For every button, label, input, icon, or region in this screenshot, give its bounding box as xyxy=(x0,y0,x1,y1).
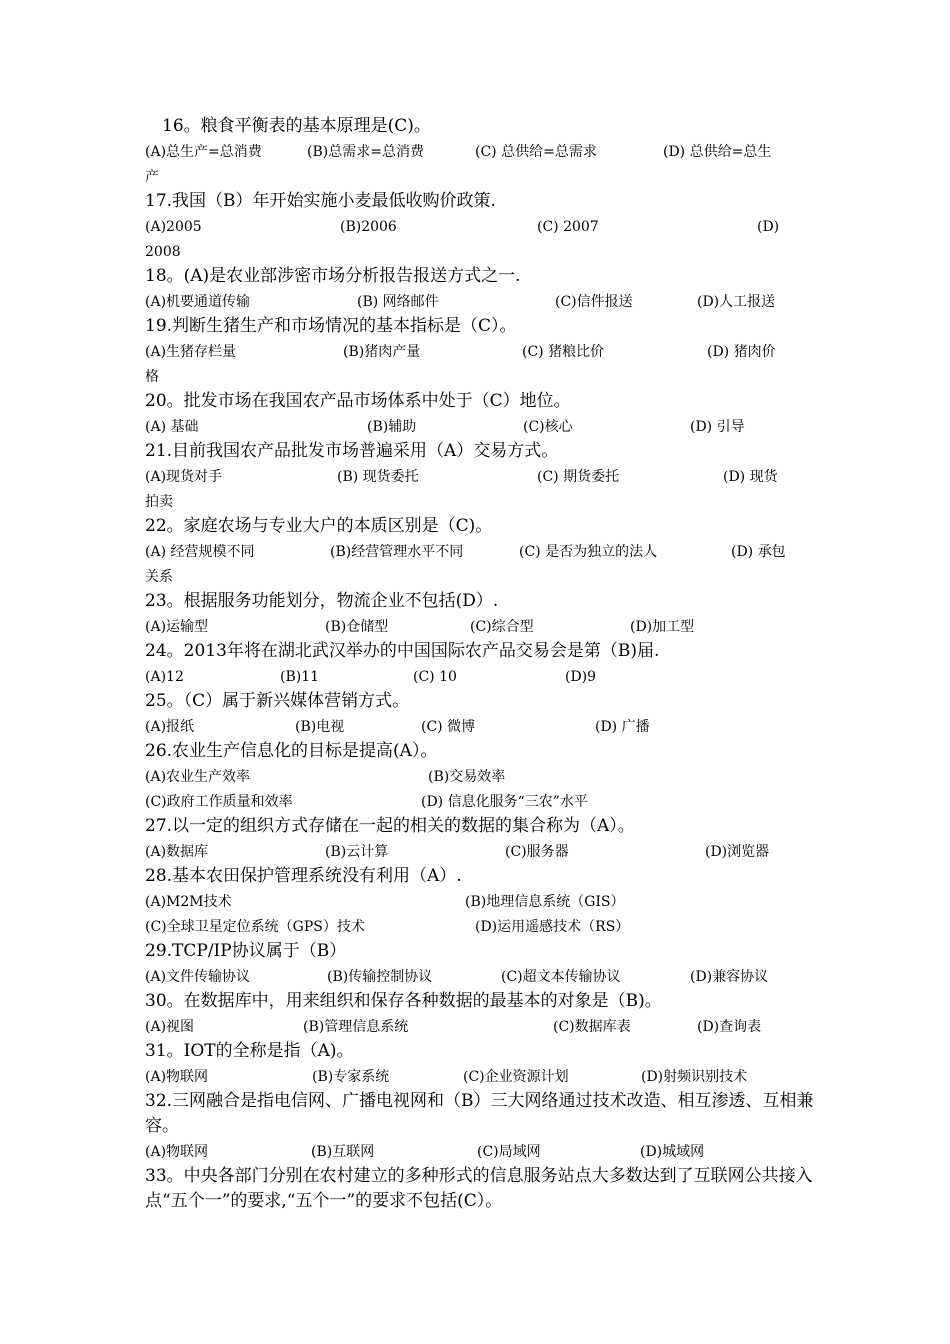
option: (D)城域网 xyxy=(640,1144,705,1160)
option: (B)2006 xyxy=(340,219,397,235)
option: (D)查询表 xyxy=(697,1019,762,1035)
option: (A)物联网 xyxy=(145,1144,209,1160)
option: (C) 总供给=总需求 xyxy=(475,144,597,160)
option: (A)机要通道传输 xyxy=(145,294,251,310)
option: (C) 是否为独立的法人 xyxy=(519,544,658,560)
option-wrap: 拍卖 xyxy=(145,494,173,510)
option: (C)服务器 xyxy=(505,844,569,860)
question-31: 31。IOT的全称是指（A)。 xyxy=(145,1041,354,1061)
option: (D) 信息化服务“三农”水平 xyxy=(421,794,588,810)
option: (A)物联网 xyxy=(145,1069,209,1085)
option: (C) 期货委托 xyxy=(537,469,620,485)
option: (C)综合型 xyxy=(470,619,534,635)
option: (D)9 xyxy=(565,669,597,685)
question-20: 20。批发市场在我国农产品市场体系中处于（C）地位。 xyxy=(145,391,571,411)
question-21: 21.目前我国农产品批发市场普遍采用（A）交易方式。 xyxy=(145,441,559,461)
question-30: 30。在数据库中，用来组织和保存各种数据的最基本的对象是（B)。 xyxy=(145,991,662,1011)
option: (B)经营管理水平不同 xyxy=(330,544,464,560)
option: (A)视图 xyxy=(145,1019,195,1035)
option-wrap: 2008 xyxy=(145,244,181,260)
option: (C)企业资源计划 xyxy=(463,1069,569,1085)
option: (A)12 xyxy=(145,669,184,685)
question-22: 22。家庭农场与专业大户的本质区别是（C)。 xyxy=(145,516,493,536)
question-27: 27.以一定的组织方式存储在一起的相关的数据的集合称为（A）。 xyxy=(145,816,635,836)
option: (B)云计算 xyxy=(325,844,389,860)
question-26: 26.农业生产信息化的目标是提高(A）。 xyxy=(145,741,438,761)
option: (D) 广播 xyxy=(595,719,650,735)
option: (D)加工型 xyxy=(630,619,695,635)
option: (A)运输型 xyxy=(145,619,209,635)
option: (D)浏览器 xyxy=(705,844,770,860)
option: (A)文件传输协议 xyxy=(145,969,251,985)
question-25: 25。（C）属于新兴媒体营销方式。 xyxy=(145,691,410,711)
option: (D)人工报送 xyxy=(697,294,776,310)
question-32: 32.三网融合是指电信网、广播电视网和（B）三大网络通过技术改造、相互渗透、互相兼容。 xyxy=(145,1091,814,1136)
option: (A) 经营规模不同 xyxy=(145,544,255,560)
option: (A)农业生产效率 xyxy=(145,769,251,785)
option: (B)仓储型 xyxy=(325,619,389,635)
option: (D) xyxy=(757,219,780,235)
option: (C)全球卫星定位系统（GPS）技术 xyxy=(145,919,365,935)
option: (A)生猪存栏量 xyxy=(145,344,237,360)
option: (A)现货对手 xyxy=(145,469,223,485)
option: (C) 2007 xyxy=(537,219,599,235)
question-19: 19.判断生猪生产和市场情况的基本指标是（C）。 xyxy=(145,316,517,336)
option: (D)兼容协议 xyxy=(690,969,769,985)
option: (A)2005 xyxy=(145,219,202,235)
option: (B)电视 xyxy=(295,719,345,735)
option: (C)政府工作质量和效率 xyxy=(145,794,293,810)
option: (B)11 xyxy=(280,669,320,685)
question-18: 18。(A)是农业部涉密市场分析报告报送方式之一. xyxy=(145,266,521,286)
question-23: 23。根据服务功能划分，物流企业不包括(D）. xyxy=(145,591,499,611)
question-29: 29.TCP/IP协议属于（B） xyxy=(145,941,347,961)
option: (A)报纸 xyxy=(145,719,195,735)
option: (A)M2M技术 xyxy=(145,894,232,910)
question-16: 16。粮食平衡表的基本原理是(C)。 xyxy=(162,116,431,136)
option: (D) 引导 xyxy=(690,419,745,435)
option: (C)数据库表 xyxy=(553,1019,631,1035)
option: (B)互联网 xyxy=(311,1144,375,1160)
option: (B)辅助 xyxy=(367,419,417,435)
option: (B)专家系统 xyxy=(312,1069,390,1085)
option: (C)信件报送 xyxy=(555,294,633,310)
question-28: 28.基本农田保护管理系统没有利用（A）. xyxy=(145,866,462,886)
option: (A)总生产=总消费 xyxy=(145,144,262,160)
option: (D) 承包 xyxy=(731,544,786,560)
option: (D) 现货 xyxy=(723,469,778,485)
option-wrap: 格 xyxy=(145,369,159,385)
option: (B) 网络邮件 xyxy=(357,294,439,310)
option: (B)传输控制协议 xyxy=(327,969,433,985)
question-17: 17.我国（B）年开始实施小麦最低收购价政策. xyxy=(145,191,496,211)
option: (A) 基础 xyxy=(145,419,199,435)
option: (C)局域网 xyxy=(477,1144,541,1160)
option: (D) 猪肉价 xyxy=(707,344,776,360)
option: (C) 猪粮比价 xyxy=(522,344,605,360)
option-wrap: 产 xyxy=(145,169,159,185)
option: (B)总需求=总消费 xyxy=(307,144,424,160)
option: (A)数据库 xyxy=(145,844,209,860)
option: (B) 现货委托 xyxy=(337,469,419,485)
option: (C)超文本传输协议 xyxy=(501,969,621,985)
option: (C)核心 xyxy=(523,419,573,435)
option: (B)地理信息系统（GIS） xyxy=(465,894,625,910)
question-24: 24。2013年将在湖北武汉举办的中国国际农产品交易会是第（B)届. xyxy=(145,641,660,661)
option: (C) 10 xyxy=(413,669,457,685)
option: (D)运用遥感技术（RS） xyxy=(475,919,630,935)
option: (B)交易效率 xyxy=(428,769,506,785)
question-33: 33。中央各部门分别在农村建立的多种形式的信息服务站点大多数达到了互联网公共接入点“五个一”的要求,“五个一”的要求不包括(C）。 xyxy=(145,1166,813,1211)
option: (D)射频识别技术 xyxy=(641,1069,748,1085)
option: (B)管理信息系统 xyxy=(303,1019,409,1035)
option: (B)猪肉产量 xyxy=(343,344,421,360)
option: (D) 总供给=总生 xyxy=(663,144,772,160)
option-wrap: 关系 xyxy=(145,569,173,585)
option: (C) 微博 xyxy=(421,719,476,735)
